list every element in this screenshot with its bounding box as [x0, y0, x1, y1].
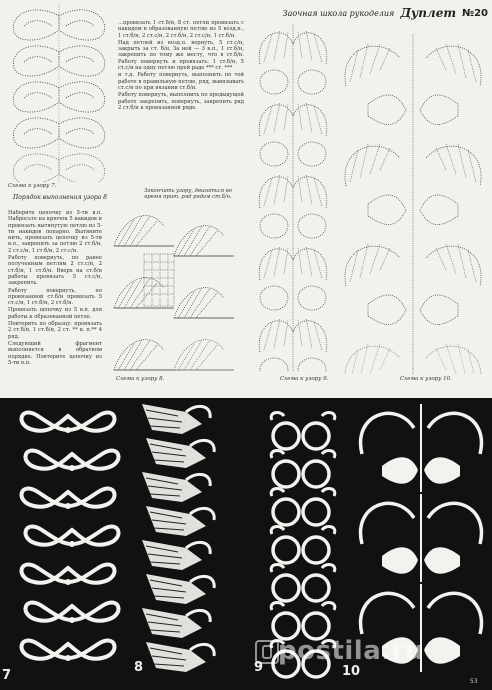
caption-scheme-10: Схема к узору 10. [400, 376, 452, 382]
caption-scheme-9: Схема к узору 9. [280, 376, 329, 382]
watermark-pin-icon [255, 640, 279, 664]
photo-label-10: 10 [342, 664, 361, 679]
paragraph: Наберите цепочку из 5-ти в.п. Набросьте на крючок 5 накидов и провязать вытянутую петлю из 5-ти накидов попарно. Вытяните нить, провязать цепочку из 5-ти в.п., закрепить за петлю 2 ст.б/н, 2 ст.с/н, 1 ст.б/н, 2 ст.с/н. [8, 210, 102, 254]
text-column-left [8, 210, 102, 386]
paragraph: Провязать цепочку из 5 в.п. для работы к образованной петле. [8, 307, 102, 320]
scheme-7-diagram [4, 4, 114, 182]
photo-label-7: 7 [2, 668, 12, 683]
header-logo: Дуплет [400, 6, 457, 20]
paragraph: Над петлей из возд.п. вернуть, 5 ст.с/н, закрыть за ст. б/н. За ней — 3 в.п., 1 ст.б/н, закрепить по тому же месту, что в ст.б/н. Работу повернуть и провязать: 1 ст.б/н, 5 ст.с/н на одну петлю прей раде *** ст. *** [118, 39, 244, 72]
photo-label-9: 9 [254, 660, 264, 675]
text-column-upper [118, 20, 244, 186]
paragraph: Следующий фрагмент выполняется в обратном порядке. Повторите цепочку из 5-ти в.п. [8, 340, 102, 366]
paragraph: Закончить узору, двигаться во время прит. ряд рядом ст.б/н. [144, 188, 232, 201]
paragraph: Работу повернуть, по ранее полученным петлям 2 ст.с/н, 2 ст.б/н, 1 ст.б/н. Вверх на ст.б/н работы провязать 5 ст.с/н, закрепить. [8, 255, 102, 287]
paragraph: ...провязать 1 ст.б/н, 8 ст. петли провязать с накидом в образованную петлю из 5 возд.п., 1 ст.б/н, 2 ст.с/н, 2 ст.б/н, 2 ст.с/н, 1 ст.б/н. [118, 20, 244, 39]
header-school: Заочная школа рукоделия [282, 8, 395, 18]
photo-label-8: 8 [134, 660, 144, 675]
scheme-8-diagram [104, 206, 250, 374]
scheme-10-diagram [338, 34, 488, 374]
page-header [250, 4, 488, 22]
text-column-upper-2 [138, 188, 238, 204]
scheme-9-diagram [254, 24, 332, 372]
paragraph: Работу повернуть, по провязанной ст.б/н провязать 5 ст.с/н, 1 ст.б/н, 2 ст.б/н. [8, 287, 102, 307]
paragraph: Работу повернуть, выполнить по предыдущей работе закрепить, повернуть, закрепить ряд 2 ст.б/н к провязанной ряде. [118, 92, 244, 111]
paragraph: Повторить по образцу: провязать 2 ст.б/н, 1 ст.б/н, 2 ст. ** в. п.** 4 ряд. [8, 321, 102, 340]
header-issue: №20 [462, 7, 488, 19]
subheading-pattern-8: Порядок выполнения узора 8 [13, 194, 107, 201]
page-number: 53 [470, 678, 478, 685]
watermark: postila.ru [278, 636, 424, 666]
caption-scheme-7: Схема к узору 7. [8, 183, 57, 189]
caption-scheme-8: Схема к узору 8. [116, 376, 165, 382]
paragraph: и т.д. Работу повернуть, выполнить по той работе в правильную петлю, ряд, вывязывать ст.с/н по при вязании ст.б/н. [118, 72, 244, 91]
